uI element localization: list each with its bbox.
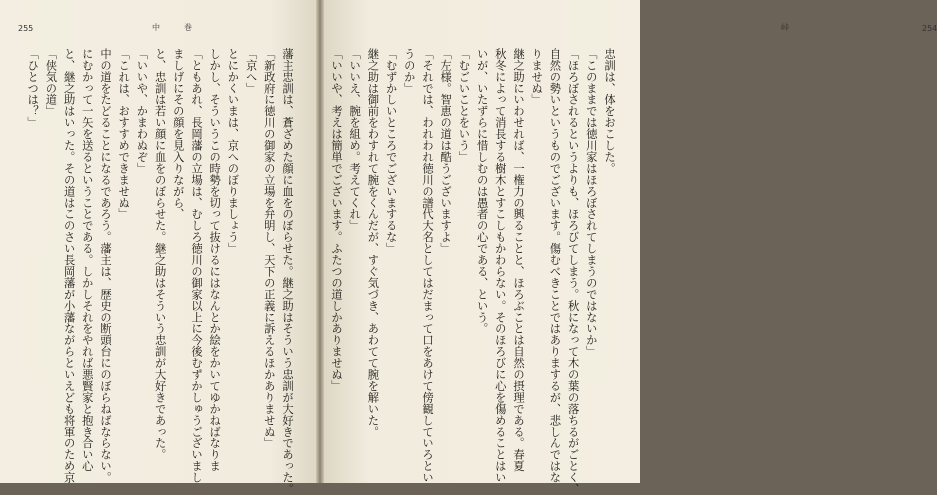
- text-column: 「ひとつは？」: [26, 48, 40, 129]
- text-column: 中の道をたどることになるであろう。藩主は、歴史の断頭台にのぼらねばならない。: [99, 48, 112, 484]
- text-column: りませぬ」: [530, 48, 544, 106]
- left-page: [0, 0, 318, 495]
- text-column: 「ほろぼされるというよりも、ほろびてしまう。秋になって木の葉の落ちるがごとく、: [566, 48, 580, 495]
- text-column: うのか」: [402, 48, 416, 94]
- text-column: 「これは、おすすめできませぬ」: [117, 48, 131, 220]
- text-column: 秋冬によって消長する樹木とすこしもかわらない。そのほろびに心を傷めることはい: [493, 48, 507, 484]
- right-running-header: 峠: [781, 23, 797, 32]
- text-column: とにかくいまは、京へのぼりましょう」: [226, 48, 240, 255]
- text-column: と、継之助はいった。その道はこのさい長岡藩が小藩ながらといえども将軍のため京: [62, 48, 76, 484]
- text-column: 「むごいことをいう」: [457, 48, 471, 163]
- text-column: にむかって一矢を送るということである。しかしそれをやれば悪賢家と抱き合い心: [80, 48, 94, 472]
- text-column: 忠訓は、体をおこした。: [603, 48, 616, 174]
- text-column: いが、いたずらに惜しむのは愚者の心である、という。: [475, 48, 489, 335]
- text-column: 「いいや、かまわぬぞ」: [135, 48, 149, 174]
- left-running-header: 中 巻: [152, 23, 200, 32]
- text-column: と、忠訓は若い顔に血をのぼらせた。継之助はそういう忠訓が大好きであった。: [153, 48, 167, 461]
- text-column: ましげにその顔を見入りながら、: [171, 48, 185, 220]
- text-column: 「いいえ、腕を組め。考えてくれ」: [348, 48, 362, 232]
- text-column: しかし、そういうこの時勢を切って抜けるにはなんとか絵をかいてゆかねばなりま: [208, 48, 222, 472]
- text-column: 「侠気の道」: [44, 48, 58, 117]
- text-column: 「いいや、考えは簡単でございます。ふたつの道しかありませぬ」: [330, 48, 343, 392]
- text-column: 藩主忠訓は、蒼ざめた顔に血をのぼらせた。継之助はそういう忠訓が大好きであった。: [281, 48, 294, 495]
- text-column: 「左様。智恵の道は酷うございますよ」: [439, 48, 453, 255]
- text-column: 継之助にいわせれば、一権力の興ることと、ほろぶことは自然の摂理である。春夏: [512, 48, 525, 472]
- book-gutter: [316, 0, 324, 483]
- text-column: 継之助は御前をわすれて腕をくんだが、すぐ気づき、あわてて腕を解いた。: [366, 48, 380, 438]
- text-column: 「新政府に徳川の御家の立場を弁明し、天下の正義に訴えるほかありませぬ」: [262, 48, 276, 449]
- text-column: 「ともあれ、長岡藩の立場は、むしろ徳川の御家以上に今後むずかしゅうございまし: [190, 48, 203, 484]
- text-column: 「京へ」: [244, 48, 258, 94]
- text-column: 「それでは、われわれ徳川の譜代大名としてはだまって口をあけて傍観していろとい: [421, 48, 434, 484]
- text-column: 「むずかしいところでございまするな」: [384, 48, 398, 255]
- left-page-number: 255: [18, 24, 34, 33]
- right-page-number: 254: [922, 24, 937, 33]
- right-page: [322, 0, 937, 495]
- text-column: 自然の勢いというものでございます。傷むべきことではありまするが、悲しんではな: [548, 48, 562, 484]
- text-column: 「このままでは徳川家はほろぼされてしまうのではないか」: [584, 48, 598, 358]
